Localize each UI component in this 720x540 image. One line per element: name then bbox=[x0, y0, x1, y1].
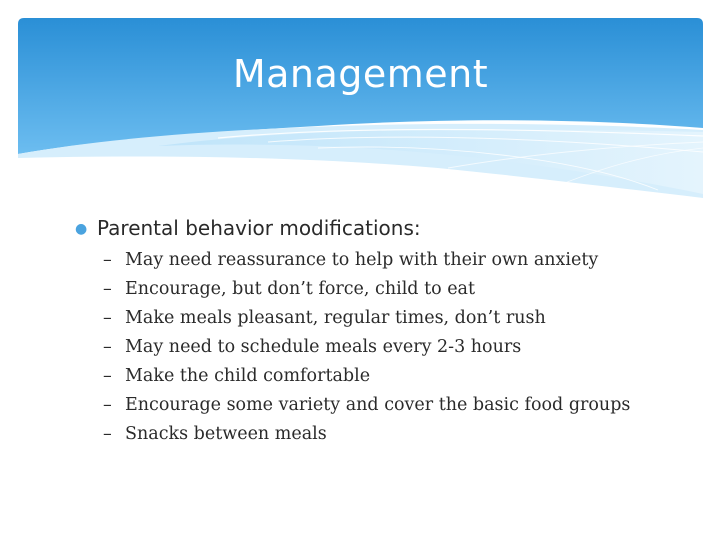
slide-content bbox=[75, 216, 695, 453]
dash-icon: – bbox=[103, 395, 112, 415]
sub-bullet-list bbox=[103, 250, 695, 453]
sub-bullet-text: Make meals pleasant, regular times, don’t rush bbox=[125, 308, 546, 328]
sub-bullet-text: Encourage, but don’t force, child to eat bbox=[125, 279, 476, 299]
sub-bullet-item bbox=[103, 308, 695, 337]
dash-icon: – bbox=[103, 250, 112, 270]
sub-bullet-item bbox=[103, 366, 695, 395]
sub-bullet-text: Snacks between meals bbox=[125, 424, 327, 444]
sub-bullet-text: Make the child comfortable bbox=[125, 366, 371, 386]
dash-icon: – bbox=[103, 308, 112, 328]
dash-icon: – bbox=[103, 337, 112, 357]
sub-bullet-text: May need to schedule meals every 2-3 hours bbox=[125, 337, 522, 357]
main-bullet bbox=[75, 216, 695, 240]
sub-bullet-text: May need reassurance to help with their own anxiety bbox=[125, 250, 599, 270]
main-bullet-text: Parental behavior modifications: bbox=[97, 216, 421, 240]
title-banner bbox=[18, 18, 703, 198]
dash-icon: – bbox=[103, 366, 112, 386]
sub-bullet-item bbox=[103, 424, 695, 453]
bullet-dot-icon: ● bbox=[75, 221, 88, 237]
dash-icon: – bbox=[103, 424, 112, 444]
sub-bullet-item bbox=[103, 337, 695, 366]
slide-title: Management bbox=[232, 52, 489, 96]
sub-bullet-text: Encourage some variety and cover the basic food groups bbox=[125, 395, 631, 415]
sub-bullet-item bbox=[103, 279, 695, 308]
dash-icon: – bbox=[103, 279, 112, 299]
sub-bullet-item bbox=[103, 250, 695, 279]
banner-graphic bbox=[18, 18, 703, 198]
sub-bullet-item bbox=[103, 395, 695, 424]
